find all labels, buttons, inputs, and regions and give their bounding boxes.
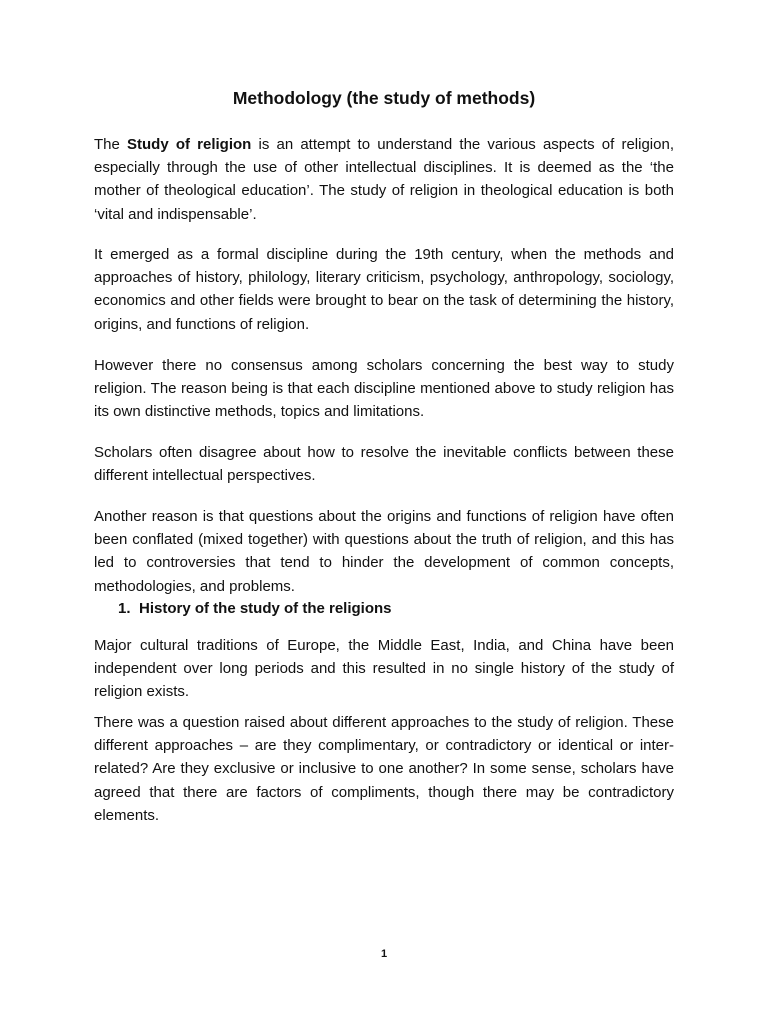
- page-title: Methodology (the study of methods): [232, 88, 536, 108]
- section-heading: [118, 597, 392, 620]
- paragraph-no-consensus: However there no consensus among scholars concerning the best way to study religion. The reason being is that each discipline mentioned above to study religion has its own distinctive methods, topics and limitations.: [94, 357, 674, 421]
- paragraph-cultural-traditions: Major cultural traditions of Europe, the Middle East, India, and China have been independent over long periods and this resulted in no single history of the study of religion exists.: [94, 637, 674, 701]
- section-heading-number: 1.: [118, 600, 131, 617]
- page-number: 1: [380, 948, 388, 960]
- paragraph-intro-rest: is an attempt to understand the various aspects of religion, especially through the use of other intellectual disciplines. It is deemed as the ‘the mother of theological education’. The study of religion in theological education is both ‘vital and indispensable’.: [94, 136, 674, 223]
- study-of-religion-term: Study of religion: [127, 136, 252, 153]
- section-heading-text: History of the study of the religions: [139, 600, 392, 617]
- paragraph-intro-lead: The: [94, 136, 128, 153]
- paragraph-approaches: There was a question raised about different approaches to the study of religion. These different approaches – are they complimentary, or contradictory or identical or inter-related? Are they exclusive or inclusive to one another? In some sense, scholars have agreed that there are factors of compliments, though there may be contradictory elements.: [94, 714, 674, 824]
- paragraph-disagreement: Scholars often disagree about how to resolve the inevitable conflicts between these different intellectual perspectives.: [94, 444, 674, 485]
- paragraph-intro: [94, 133, 674, 226]
- paragraph-another-reason: Another reason is that questions about the origins and functions of religion have often been conflated (mixed together) with questions about the truth of religion, and this has led to controversies that tend to hinder the development of common concepts, methodologies, and problems.: [94, 508, 674, 595]
- paragraph-emergence: It emerged as a formal discipline during the 19th century, when the methods and approaches of history, philology, literary criticism, psychology, anthropology, sociology, economics and other fields were brought to bear on the task of determining the history, origins, and functions of religion.: [94, 246, 674, 333]
